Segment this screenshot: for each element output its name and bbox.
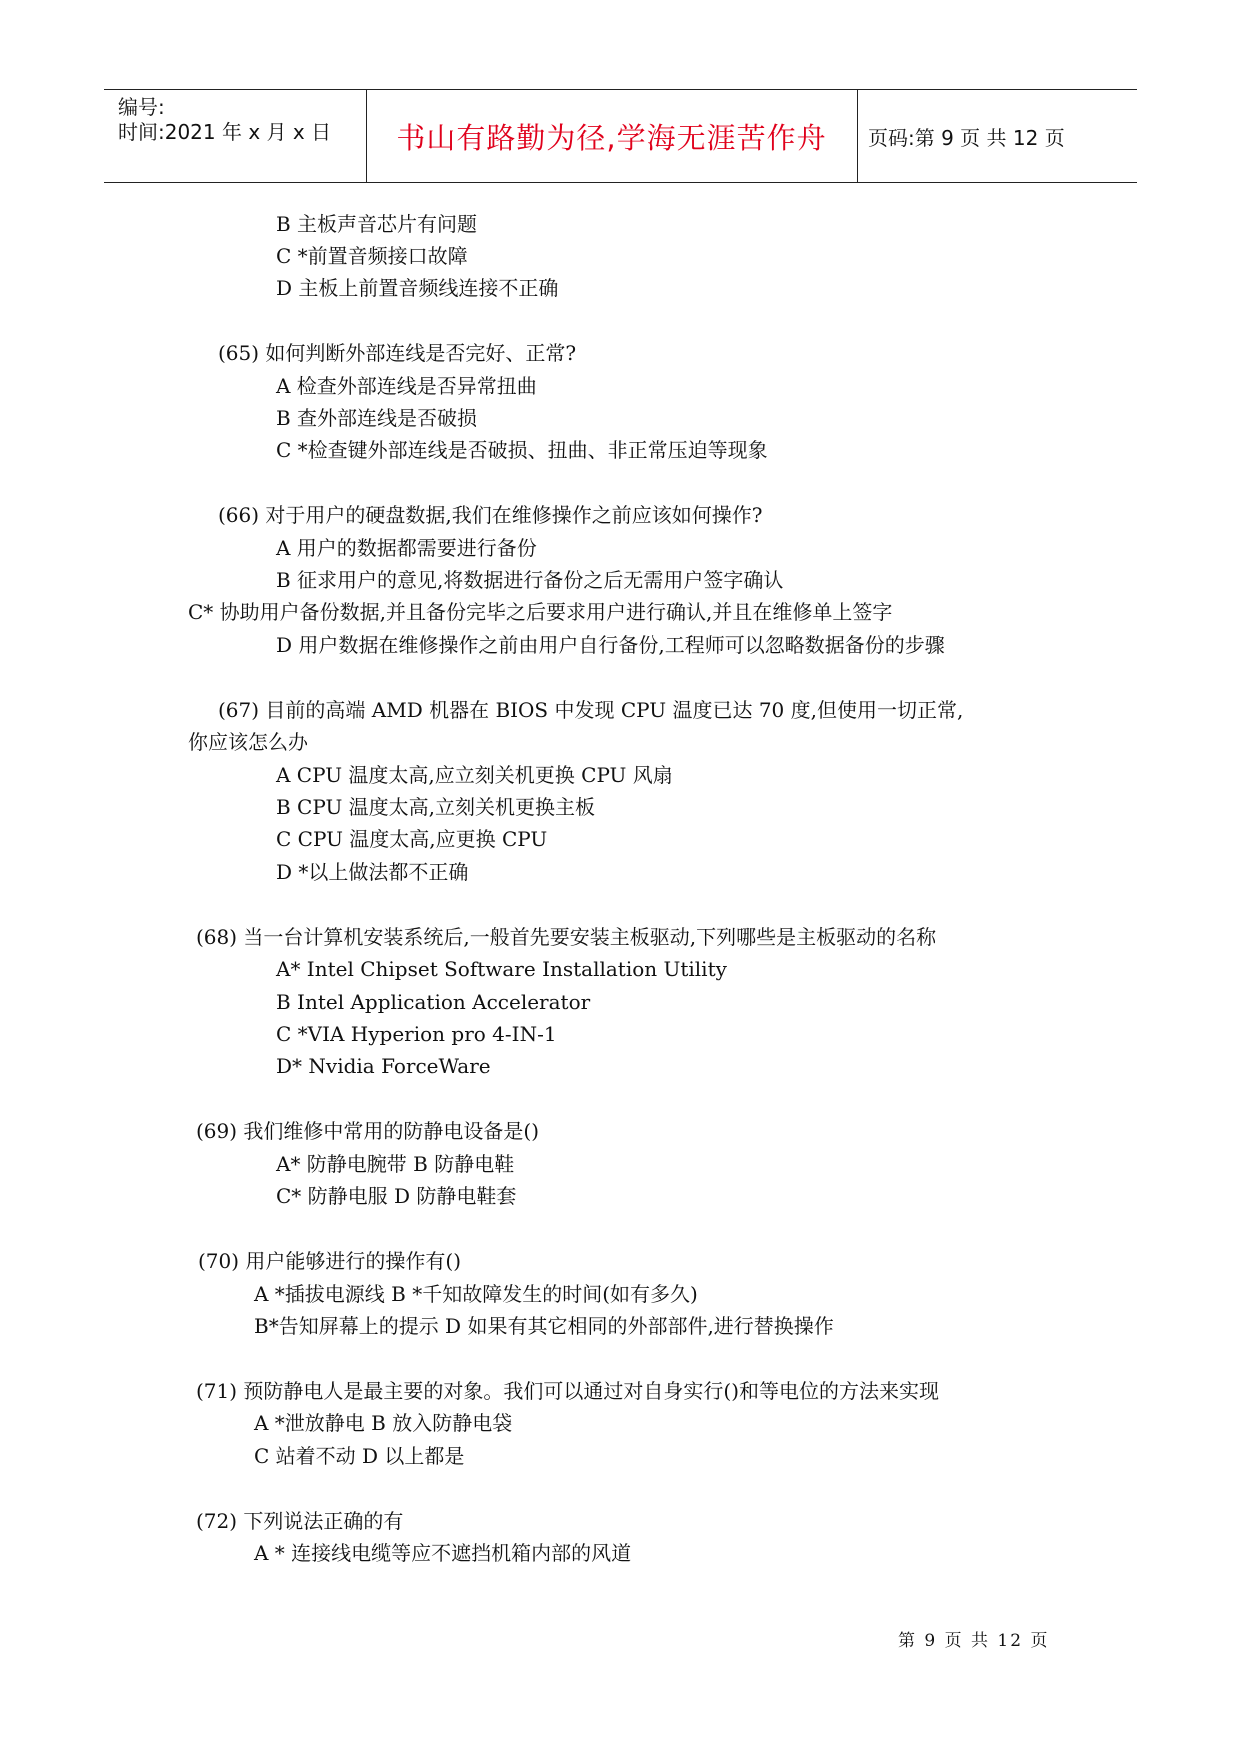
question-line: (67) 目前的高端 AMD 机器在 BIOS 中发现 CPU 温度已达 70 度,但使用一切正常,	[218, 698, 964, 722]
option-line: A* Intel Chipset Software Installation Utility	[276, 957, 727, 981]
question-line: (65) 如何判断外部连线是否完好、正常?	[218, 341, 577, 365]
option-line: A 用户的数据都需要进行备份	[276, 536, 537, 560]
option-line: B Intel Application Accelerator	[276, 990, 591, 1014]
option-line: D 用户数据在维修操作之前由用户自行备份,工程师可以忽略数据备份的步骤	[276, 633, 945, 657]
option-line: B CPU 温度太高,立刻关机更换主板	[276, 795, 596, 819]
option-line: A *插拔电源线 B *千知故障发生的时间(如有多久)	[254, 1282, 698, 1306]
number-label: 编号:	[118, 95, 165, 119]
option-line: C *VIA Hyperion pro 4-IN-1	[276, 1022, 557, 1046]
header-page-info: 页码:第 9 页 共 12 页	[868, 125, 1065, 150]
question-line: (68) 当一台计算机安装系统后,一般首先要安装主板驱动,下列哪些是主板驱动的名称	[196, 925, 937, 949]
option-line: B 主板声音芯片有问题	[276, 212, 478, 236]
option-line: D* Nvidia ForceWare	[276, 1054, 491, 1078]
option-line: D *以上做法都不正确	[276, 860, 469, 884]
option-line: C* 协助用户备份数据,并且备份完毕之后要求用户进行确认,并且在维修单上签字	[188, 600, 893, 624]
question-line: (72) 下列说法正确的有	[196, 1509, 404, 1533]
question-line: (69) 我们维修中常用的防静电设备是()	[196, 1119, 540, 1143]
question-line: (70) 用户能够进行的操作有()	[198, 1249, 462, 1273]
time-label: 时间:2021 年 x 月 x 日	[118, 120, 332, 144]
question-line: (71) 预防静电人是最主要的对象。我们可以通过对自身实行()和等电位的方法来实现	[196, 1379, 940, 1403]
option-line: A 检查外部连线是否异常扭曲	[276, 374, 537, 398]
option-line: A *泄放静电 B 放入防静电袋	[254, 1411, 513, 1435]
question-line: (66) 对于用户的硬盘数据,我们在维修操作之前应该如何操作?	[218, 503, 763, 527]
option-line: A * 连接线电缆等应不遮挡机箱内部的风道	[254, 1541, 632, 1565]
option-line: A* 防静电腕带 B 防静电鞋	[276, 1152, 515, 1176]
option-line: B 征求用户的意见,将数据进行备份之后无需用户签字确认	[276, 568, 784, 592]
question-line: 你应该怎么办	[188, 730, 308, 754]
header-motto: 书山有路勤为径,学海无涯苦作舟	[396, 120, 827, 155]
option-line: C* 防静电服 D 防静电鞋套	[276, 1184, 517, 1208]
option-line: C 站着不动 D 以上都是	[254, 1444, 465, 1468]
option-line: C *前置音频接口故障	[276, 244, 468, 268]
option-line: D 主板上前置音频线连接不正确	[276, 276, 559, 300]
option-line: B*告知屏幕上的提示 D 如果有其它相同的外部部件,进行替换操作	[254, 1314, 834, 1338]
option-line: B 查外部连线是否破损	[276, 406, 478, 430]
option-line: C CPU 温度太高,应更换 CPU	[276, 827, 548, 851]
option-line: A CPU 温度太高,应立刻关机更换 CPU 风扇	[276, 763, 673, 787]
option-line: C *检查键外部连线是否破损、扭曲、非正常压迫等现象	[276, 438, 768, 462]
page-footer: 第 9 页 共 12 页	[898, 1631, 1050, 1651]
